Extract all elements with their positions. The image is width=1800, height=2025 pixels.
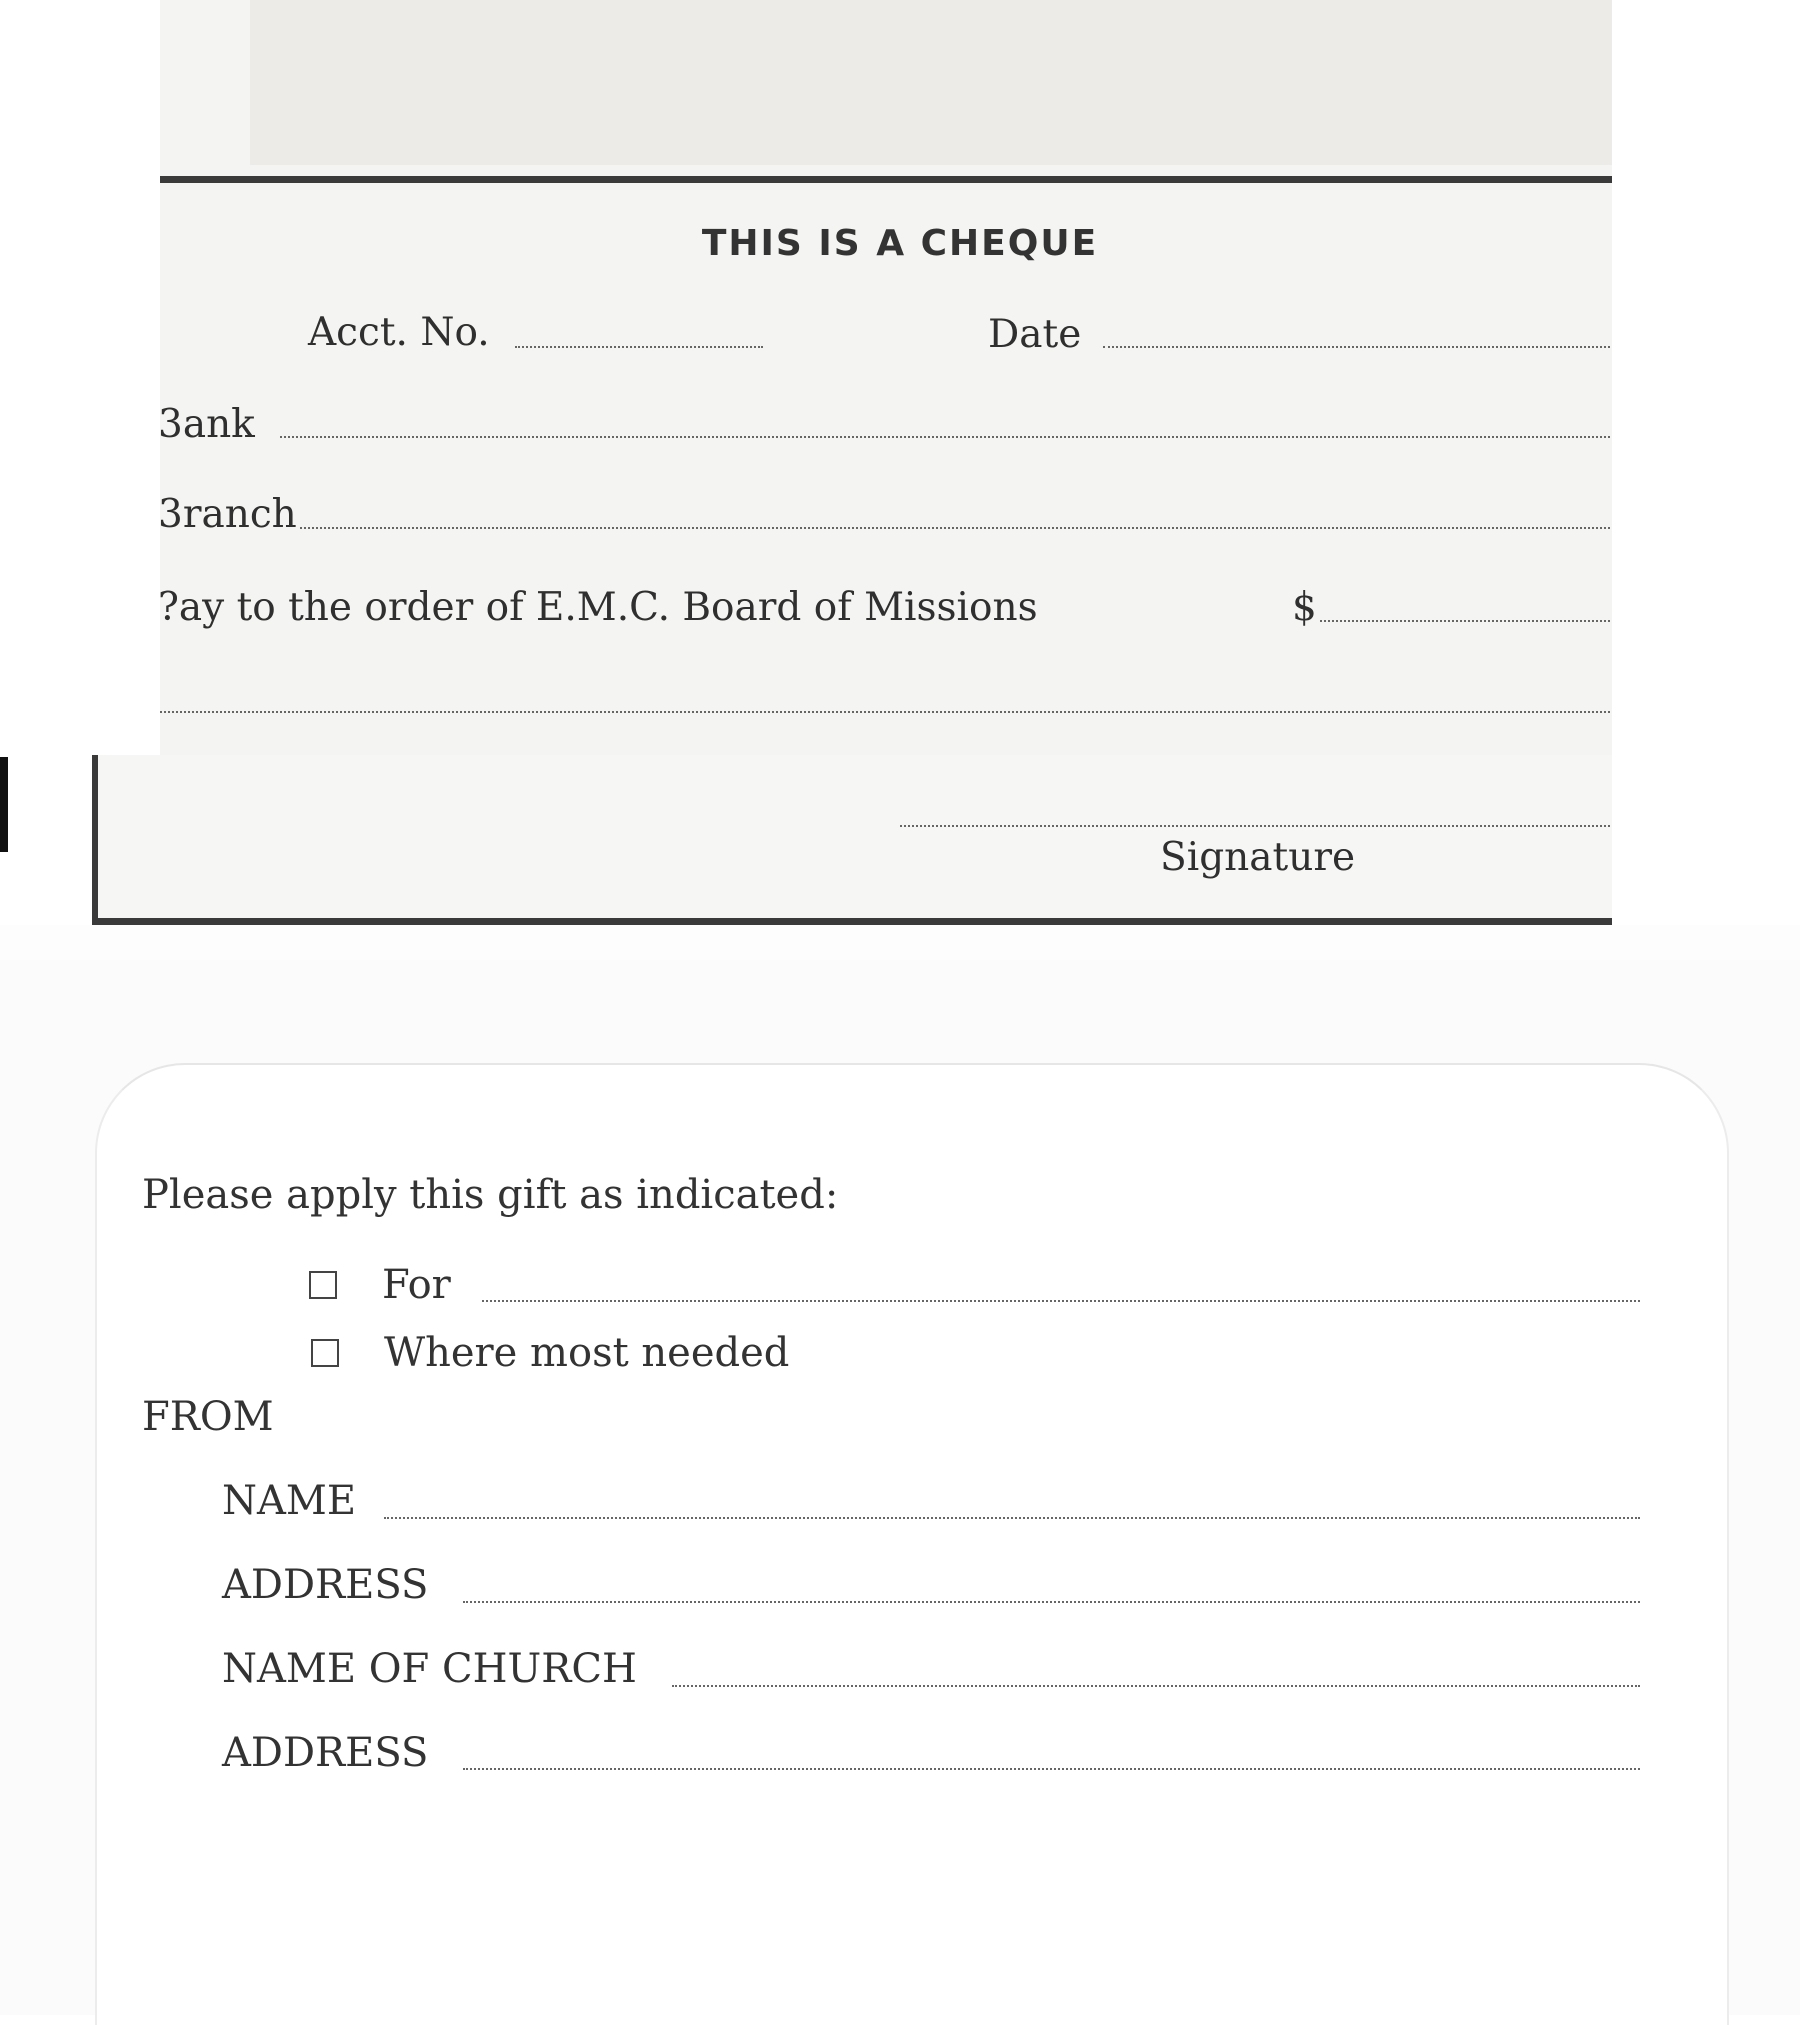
address-field-2[interactable] (463, 1768, 1640, 1770)
address-label-2: ADDRESS (222, 1730, 429, 1776)
for-field[interactable] (482, 1300, 1640, 1302)
from-label: FROM (142, 1394, 274, 1440)
acct-no-field[interactable] (515, 346, 763, 348)
edge-mark (0, 757, 8, 852)
church-name-field[interactable] (672, 1685, 1640, 1687)
amount-words-field[interactable] (160, 711, 1610, 713)
signature-label: Signature (1160, 835, 1356, 880)
cheque-bottom-rule (92, 918, 1612, 925)
for-label: For (382, 1262, 451, 1308)
date-label: Date (988, 312, 1082, 357)
cheque-title: THIS IS A CHEQUE (701, 223, 1099, 264)
date-field[interactable] (1103, 346, 1610, 348)
amount-field[interactable] (1320, 620, 1610, 622)
signature-field[interactable] (900, 825, 1610, 827)
address-label-1: ADDRESS (222, 1562, 429, 1608)
for-checkbox[interactable] (309, 1271, 337, 1299)
church-name-label: NAME OF CHURCH (222, 1646, 637, 1692)
name-field[interactable] (384, 1517, 1640, 1519)
cheque-left-rule (92, 755, 98, 923)
acct-no-label: Acct. No. (308, 310, 490, 355)
most-needed-checkbox[interactable] (311, 1339, 339, 1367)
pay-to-order-label: ?ay to the order of E.M.C. Board of Missions (158, 585, 1038, 630)
address-field-1[interactable] (463, 1601, 1640, 1603)
dollar-sign: $ (1292, 585, 1317, 630)
most-needed-label: Where most needed (384, 1330, 790, 1376)
gift-instruction: Please apply this gift as indicated: (142, 1172, 839, 1218)
bank-label: 3ank (158, 402, 255, 447)
slip-top-band (250, 0, 1612, 165)
cheque-lower-panel (92, 755, 1612, 923)
cheque-top-rule (160, 176, 1612, 183)
name-label: NAME (222, 1478, 357, 1524)
branch-field[interactable] (300, 527, 1610, 529)
branch-label: 3ranch (158, 492, 297, 537)
bank-field[interactable] (280, 436, 1610, 438)
